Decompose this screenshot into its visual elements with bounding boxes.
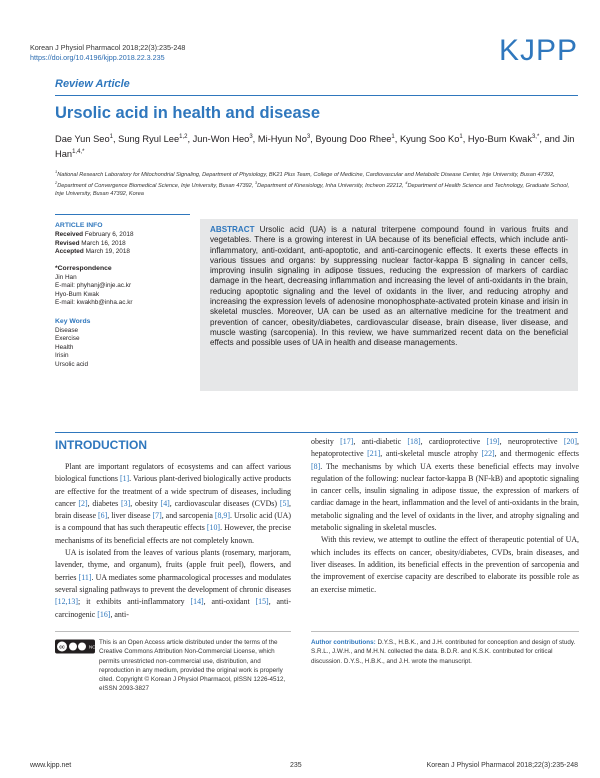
- citation-link[interactable]: [22]: [481, 449, 495, 459]
- intro-paragraph-4: With this review, we attempt to outline the effect of therapeutic potential of UA, which includes its effects on cancer, obesity/diabetes, CVDs, brain diseases, and liver diseases. In addition, its beneficial effects in the prevention of sarcopenia and the improvement of exercise capacity are described to elaborate its possible role as an exercise mimetic.: [311, 535, 579, 594]
- affiliation-marker: 4: [405, 180, 408, 186]
- affiliation-text: Department of Health Science and Technology, Graduate School, Inje University, Busan 47392, Korea: [55, 182, 570, 198]
- affiliations: [55, 168, 577, 198]
- correspondence-line: Jin Han: [55, 274, 77, 282]
- author-affiliation-marker: 1: [391, 134, 395, 140]
- affiliation-marker: 3: [254, 180, 258, 186]
- author-name: and Jin Han$^{1,4,*}$: [55, 134, 575, 160]
- author-affiliation-marker: 1,4,*: [72, 149, 85, 156]
- contributions-label: Author contributions:: [311, 639, 376, 646]
- keyword: Ursolic acid: [55, 360, 89, 368]
- cc-license-icon: [55, 639, 95, 654]
- correspondence-email[interactable]: E-mail: kwakhb@inha.ac.kr: [55, 299, 133, 307]
- article-type: Review Article: [55, 78, 130, 90]
- affiliation-marker: 2: [55, 180, 58, 186]
- introduction-heading: INTRODUCTION: [55, 438, 147, 452]
- correspondence-line: Hyo-Bum Kwak: [55, 290, 100, 298]
- author-affiliation-marker: 1: [109, 134, 113, 140]
- author-name: Kyung Soo Ko$^1$: [399, 134, 463, 145]
- author-affiliation-marker: 1,2: [179, 134, 188, 140]
- citation-link[interactable]: [7]: [152, 511, 162, 521]
- footer-website[interactable]: www.kjpp.net: [30, 762, 72, 769]
- header-divider: [55, 95, 578, 96]
- citation-link[interactable]: [18]: [407, 437, 421, 446]
- affiliation-text: Department of Convergence Biomedical Science, Inje University, Busan 47392,: [57, 182, 255, 189]
- revised-date: Revised March 16, 2018: [55, 239, 126, 247]
- citation-link[interactable]: [14]: [190, 597, 204, 607]
- author-list: Dae Yun Seo$^1$, Sung Ryul Lee$^{1,2}$, Jun-Won Heo$^3$, Mi-Hyun No$^3$, Byoung Doo Rhee$^1$, Kyung Soo Ko$^1$, Hyo-Bum Kwak$^{3,*}$, and Jin Han$^{1,4,*}$: [55, 134, 575, 160]
- received-date: Received February 6, 2018: [55, 231, 134, 239]
- svg-text:NC: NC: [89, 644, 95, 650]
- citation-link[interactable]: [20]: [563, 437, 578, 446]
- citation-link[interactable]: [10]: [206, 523, 221, 533]
- author-affiliation-marker: 3: [306, 134, 311, 140]
- author-contributions: [311, 638, 579, 666]
- license-note: [55, 638, 291, 694]
- author-name: Jun-Won Heo$^3$: [192, 134, 253, 145]
- author-affiliation-marker: 1: [459, 134, 463, 140]
- author-affiliation-marker: 3,*: [531, 134, 540, 140]
- citation-link[interactable]: [3]: [121, 498, 131, 508]
- citation-link[interactable]: [1]: [119, 474, 130, 484]
- footer-page-number: 235: [290, 762, 302, 769]
- author-affiliation-marker: 3: [249, 134, 253, 140]
- footer-citation: Korean J Physiol Pharmacol 2018;22(3):235-248: [426, 762, 578, 769]
- author-name: Byoung Doo Rhee$^1$: [315, 134, 395, 145]
- author-name: Hyo-Bum Kwak$^{3,*}$: [467, 134, 540, 145]
- affiliation-text: Department of Kinesiology, Inha University, Incheon 22212,: [257, 182, 406, 189]
- keyword: Exercise: [55, 335, 80, 343]
- article-title: Ursolic acid in health and disease: [55, 104, 321, 122]
- keywords-heading: Key Words: [55, 317, 91, 325]
- citation-link[interactable]: [4]: [160, 498, 170, 508]
- affiliation-marker: 1: [55, 169, 58, 174]
- keyword: Irisin: [55, 352, 69, 360]
- correspondence-heading: *Correspondence: [55, 264, 112, 272]
- citation-link[interactable]: [2]: [78, 498, 88, 508]
- citation-link[interactable]: [5]: [279, 498, 290, 508]
- correspondence-email[interactable]: E-mail: phyhanj@inje.ac.kr: [55, 282, 132, 290]
- abstract-box: [200, 219, 578, 391]
- article-info: [55, 222, 195, 375]
- citation-link[interactable]: [8]: [311, 461, 321, 471]
- article-info-heading: ARTICLE INFO: [55, 222, 103, 229]
- journal-header: [30, 43, 185, 63]
- citation-link[interactable]: [16]: [97, 609, 111, 619]
- body-column-right: [311, 436, 579, 596]
- intro-paragraph-2: UA is isolated from the leaves of various plants (rosemary, marjoram, lavender, thyme, and organum), fruits (apple fruit peel), flowers, and berries [11]. UA mediates some pharmacological processes and modulates several signaling pathways to prevent the development of chronic diseases [12,13]; it exhibits anti-inflammatory [14], anti-oxidant [15], anti-carcinogenic [16], anti-: [55, 548, 291, 619]
- accepted-date: Accepted March 19, 2018: [55, 248, 130, 256]
- affiliation-text: National Research Laboratory for Mitochondrial Signaling, Department of Physiology, BK21 Plus Team, College of Medicine, Cardiovascular and Metabolic Disease Center, Inje University, Busan 47392,: [57, 171, 555, 178]
- author-name: Sung Ryul Lee$^{1,2}$: [118, 134, 188, 145]
- section-divider: [55, 432, 578, 433]
- author-name: Mi-Hyun No$^3$: [257, 134, 311, 145]
- intro-paragraph-1: Plant are important regulators of ecosystems and can affect various biological functions [1]. Various plant-derived biologically active products are effective for the treatment of a wide spectrum of diseases, including cancer [2], diabetes [3], obesity [4], cardiovascular diseases (CVDs) [5], brain disease [6], liver disease [7], and sarcopenia [8,9]. Ursolic acid (UA) is a compound that has such therapeutic effects [10]. However, the precise mechanisms of its beneficial effects are not completely known.: [55, 462, 291, 545]
- intro-paragraph-3: obesity [17], anti-diabetic [18], cardioprotective [19], neuroprotective [20], hepatoprotective [21], anti-skeletal muscle atrophy [22], and thermogenic effects [8]. The mechanisms by which UA exerts these beneficial effects may involve regulation of the following: nuclear factor-kappa B (NF-kB) and apoptotic signaling in cancer cells, insulin signaling in adipose tissue, the expression of markers of cardiac damage in the heart, inflammation and the level of anti-oxidants in the brain, metabolic signaling and the level of oxidants in the liver, and atrophy signaling and metabolic signaling in skeletal muscles.: [311, 437, 579, 533]
- contrib-divider: [311, 631, 579, 632]
- contributions-text: D.Y.S., H.B.K., and J.H. contributed for conception and design of study. S.R.L., J.W.H., and M.H.N. collected the data. B.D.R. and K.S.K. contributed for critical discussion. D.Y.S., H.B.K., and J.H. wrote the manuscript.: [311, 639, 576, 665]
- author-name: Dae Yun Seo$^1$: [55, 134, 113, 145]
- keyword: Disease: [55, 327, 79, 335]
- journal-logo: KJPP: [498, 34, 578, 67]
- abstract-text: Ursolic acid (UA) is a natural triterpene compound found in various fruits and vegetables. There is a growing interest in UA because of its beneficial effects, which include anti-inflammatory, anti-oxidant, anti-apoptotic, and anti-carcinogenic effects. It exerts these effects in various tissues and organs: by suppressing nuclear factor-kappa B signaling in cancer cells, improving insulin signaling in adipose tissues, reducing the expression of markers of cardiac damage in the heart, decreasing inflammation and increasing the level of anti-oxidants in the brain, reducing apoptotic signaling and the level of oxidants in the liver, and reducing atrophy and increasing the expression levels of adenosine monophosphate-activated protein kinase and irisin in skeletal muscles. Moreover, UA can be used as an alternative medicine for the treatment and prevention of cancer, obesity/diabetes, cardiovascular disease, brain disease, liver disease, and muscle wasting (sarcopenia). In this review, we have summarized recent data on the beneficial effects and possible uses of UA in health and disease managements.: [210, 225, 568, 348]
- doi-link[interactable]: https://doi.org/10.4196/kjpp.2018.22.3.235: [30, 53, 165, 62]
- citation-link[interactable]: [15]: [255, 597, 269, 607]
- journal-citation: Korean J Physiol Pharmacol 2018;22(3):235-248: [30, 43, 186, 52]
- article-info-divider: [55, 214, 190, 215]
- license-text: This is an Open Access article distributed under the terms of the Creative Commons Attribution Non-Commercial License, which permits unrestricted non-commercial use, distribution, and reproduction in any medium, provided the original work is properly cited. Copyright © Korean J Physiol Pharmacol, pISSN 1226-4512, eISSN 2093-3827: [99, 639, 286, 693]
- citation-link[interactable]: [11]: [78, 572, 92, 582]
- citation-link[interactable]: [21]: [367, 449, 381, 459]
- citation-link[interactable]: [8,9]: [214, 511, 230, 521]
- body-column-left: [55, 461, 291, 621]
- abstract-label: ABSTRACT: [210, 225, 255, 234]
- svg-text:cc: cc: [59, 644, 65, 651]
- citation-link[interactable]: [6]: [98, 511, 108, 521]
- citation-link[interactable]: [17]: [340, 437, 354, 446]
- citation-link[interactable]: [12,13]: [55, 597, 79, 607]
- keyword: Health: [55, 343, 74, 351]
- citation-link[interactable]: [19]: [486, 437, 500, 446]
- license-divider: [55, 631, 291, 632]
